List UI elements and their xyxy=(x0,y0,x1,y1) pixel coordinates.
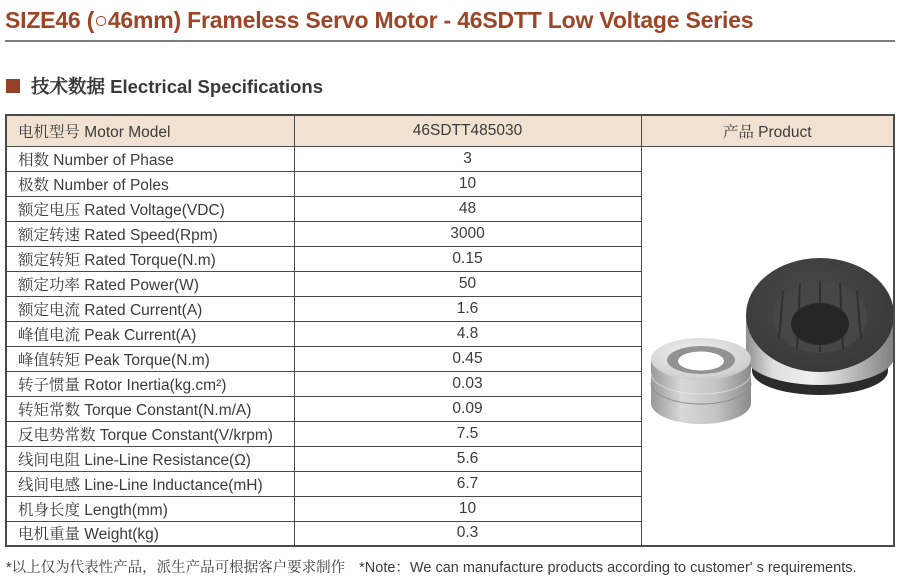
spec-label-cell: 转子惯量 Rotor Inertia(kg.cm²) xyxy=(6,371,294,396)
section-title: 技术数据 Electrical Specifications xyxy=(31,76,323,97)
spec-label-cell: 峰值转矩 Peak Torque(N.m) xyxy=(6,346,294,371)
product-image-cell xyxy=(641,146,894,546)
rotor-image xyxy=(651,338,751,424)
col-header-motor-model: 电机型号 Motor Model xyxy=(6,115,294,146)
col-header-model-number: 46SDTT485030 xyxy=(294,115,641,146)
spec-value-cell: 0.3 xyxy=(294,521,641,546)
spec-label-cell: 额定电压 Rated Voltage(VDC) xyxy=(6,196,294,221)
spec-label-cell: 线间电阻 Line-Line Resistance(Ω) xyxy=(6,446,294,471)
square-bullet-icon xyxy=(6,79,20,93)
col-header-product: 产品 Product xyxy=(641,115,894,146)
spec-value-cell: 0.15 xyxy=(294,246,641,271)
spec-label-cell: 转矩常数 Torque Constant(N.m/A) xyxy=(6,396,294,421)
spec-value-cell: 1.6 xyxy=(294,296,641,321)
title-divider xyxy=(5,40,895,42)
spec-label-cell: 线间电感 Line-Line Inductance(mH) xyxy=(6,471,294,496)
page xyxy=(0,7,900,585)
spec-value-cell: 0.09 xyxy=(294,396,641,421)
table-header-row xyxy=(6,115,894,146)
footnote-cn: *以上仅为代表性产品，派生产品可根据客户要求制作 xyxy=(6,560,346,576)
spec-label-cell: 额定转矩 Rated Torque(N.m) xyxy=(6,246,294,271)
section-header xyxy=(6,73,895,99)
table-row xyxy=(6,146,894,171)
spec-label-cell: 机身长度 Length(mm) xyxy=(6,496,294,521)
spec-label-cell: 峰值电流 Peak Current(A) xyxy=(6,321,294,346)
specs-table xyxy=(5,114,895,547)
product-photo xyxy=(642,147,895,545)
stator-image xyxy=(746,258,894,395)
spec-value-cell: 0.45 xyxy=(294,346,641,371)
spec-value-cell: 0.03 xyxy=(294,371,641,396)
spec-value-cell: 3 xyxy=(294,146,641,171)
spec-label-cell: 额定电流 Rated Current(A) xyxy=(6,296,294,321)
spec-value-cell: 48 xyxy=(294,196,641,221)
spec-value-cell: 6.7 xyxy=(294,471,641,496)
spec-value-cell: 5.6 xyxy=(294,446,641,471)
spec-label-cell: 极数 Number of Poles xyxy=(6,171,294,196)
footnote-en: *Note：We can manufacture products according to customer' s requirements. xyxy=(359,560,857,576)
spec-value-cell: 10 xyxy=(294,171,641,196)
footnote xyxy=(6,556,895,577)
spec-label-cell: 反电势常数 Torque Constant(V/krpm) xyxy=(6,421,294,446)
spec-value-cell: 7.5 xyxy=(294,421,641,446)
spec-label-cell: 相数 Number of Phase xyxy=(6,146,294,171)
spec-value-cell: 4.8 xyxy=(294,321,641,346)
spec-label-cell: 额定转速 Rated Speed(Rpm) xyxy=(6,221,294,246)
spec-label-cell: 额定功率 Rated Power(W) xyxy=(6,271,294,296)
spec-value-cell: 50 xyxy=(294,271,641,296)
spec-label-cell: 电机重量 Weight(kg) xyxy=(6,521,294,546)
spec-value-cell: 3000 xyxy=(294,221,641,246)
page-title: SIZE46 (○46mm) Frameless Servo Motor - 46SDTT Low Voltage Series xyxy=(5,7,754,33)
spec-value-cell: 10 xyxy=(294,496,641,521)
